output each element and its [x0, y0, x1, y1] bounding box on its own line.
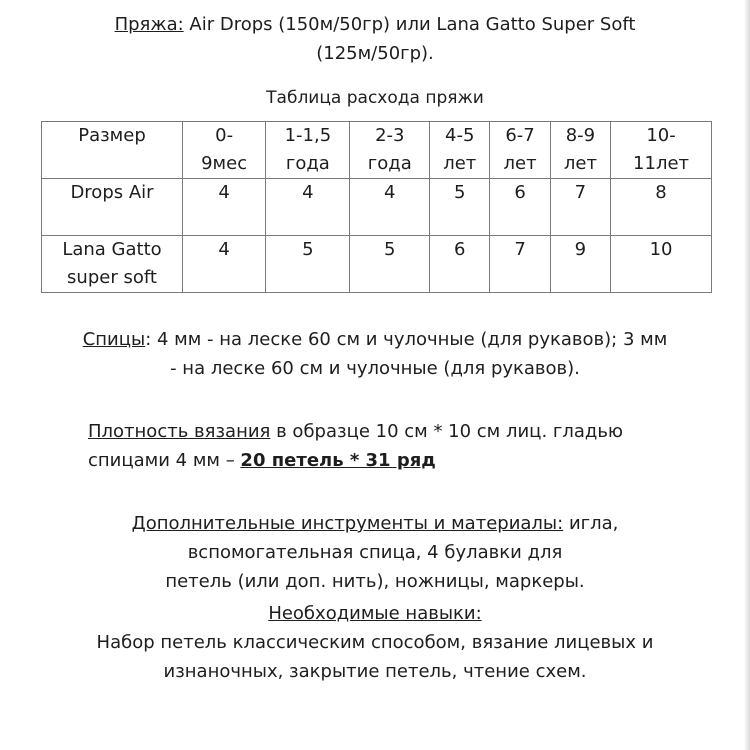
skills-heading: [0, 599, 750, 628]
value-cell: 5: [430, 179, 490, 236]
value-cell: 4: [266, 179, 350, 236]
value-cell: 10: [611, 236, 712, 293]
needles-text-2: - на леске 60 см и чулочные (для рукавов).: [170, 358, 580, 379]
tools-text-3: петель (или доп. нить), ножницы, маркеры.: [165, 571, 585, 592]
table-row: [42, 236, 712, 293]
header-label-cell: [42, 122, 183, 179]
value-cell: 9: [550, 236, 610, 293]
tools-paragraph: [0, 509, 750, 596]
value-cell: 5: [350, 236, 430, 293]
size-line: 11лет: [633, 153, 690, 174]
needles-text-1: : 4 мм - на леске 60 см и чулочные (для рукавов); 3 мм: [145, 329, 668, 350]
size-line: 10-: [646, 125, 676, 146]
size-cell: [430, 122, 490, 179]
size-line: 8-9: [565, 125, 596, 146]
density-paragraph: [88, 417, 728, 475]
size-line: 2-3: [375, 125, 405, 146]
value-cell: 4: [183, 179, 266, 236]
size-cell: [550, 122, 610, 179]
table-row: [42, 179, 712, 236]
value-cell: 7: [490, 236, 550, 293]
size-line: 0-: [215, 125, 234, 146]
value-cell: 4: [183, 236, 266, 293]
row-label: Lana Gatto: [62, 239, 162, 260]
value-cell: 6: [490, 179, 550, 236]
size-line: лет: [503, 153, 537, 174]
value-cell: 5: [266, 236, 350, 293]
density-label: Плотность вязания: [88, 421, 271, 442]
tools-text-2: вспомогательная спица, 4 булавки для: [187, 542, 563, 563]
skills-text-2: изнаночных, закрытие петель, чтение схем.: [163, 661, 587, 682]
skills-text-1: Набор петель классическим способом, вязание лицевых и: [96, 632, 654, 653]
table-title: Таблица расхода пряжи: [266, 88, 484, 108]
row-label-cell: [42, 179, 183, 236]
density-text-2: спицами 4 мм –: [88, 450, 241, 471]
size-cell: [490, 122, 550, 179]
value-cell: 4: [350, 179, 430, 236]
size-line: года: [367, 153, 412, 174]
size-line: года: [285, 153, 330, 174]
yarn-consumption-table: [41, 121, 712, 293]
needles-label: Спицы: [82, 329, 146, 350]
yarn-text-1: Air Drops (150м/50гр) или Lana Gatto Super Soft: [183, 14, 636, 35]
header-label: Размер: [78, 125, 146, 146]
density-highlight: 20 петель * 31 ряд: [240, 450, 436, 471]
density-text-1: в образце 10 см * 10 см лиц. гладью: [270, 421, 624, 442]
skills-label: Необходимые навыки:: [268, 603, 482, 624]
size-line: лет: [443, 153, 477, 174]
row-label: Drops Air: [70, 182, 154, 203]
size-line: 6-7: [505, 125, 535, 146]
size-line: 1-1,5: [284, 125, 332, 146]
tools-label: Дополнительные инструменты и материалы:: [131, 513, 564, 534]
size-cell: [611, 122, 712, 179]
size-line: лет: [563, 153, 597, 174]
table-header-row: [42, 122, 712, 179]
value-cell: 6: [430, 236, 490, 293]
size-line: 9мес: [201, 153, 248, 174]
needles-paragraph: [0, 325, 750, 383]
yarn-paragraph: [0, 10, 750, 68]
tools-text-1: игла,: [563, 513, 619, 534]
row-label: super soft: [67, 267, 157, 288]
value-cell: 8: [611, 179, 712, 236]
yarn-text-2: (125м/50гр).: [316, 43, 434, 64]
value-cell: 7: [550, 179, 610, 236]
size-line: 4-5: [445, 125, 475, 146]
skills-paragraph: [0, 628, 750, 686]
yarn-label: Пряжа:: [114, 14, 184, 35]
size-cell: [183, 122, 266, 179]
row-label-cell: [42, 236, 183, 293]
size-cell: [350, 122, 430, 179]
size-cell: [266, 122, 350, 179]
